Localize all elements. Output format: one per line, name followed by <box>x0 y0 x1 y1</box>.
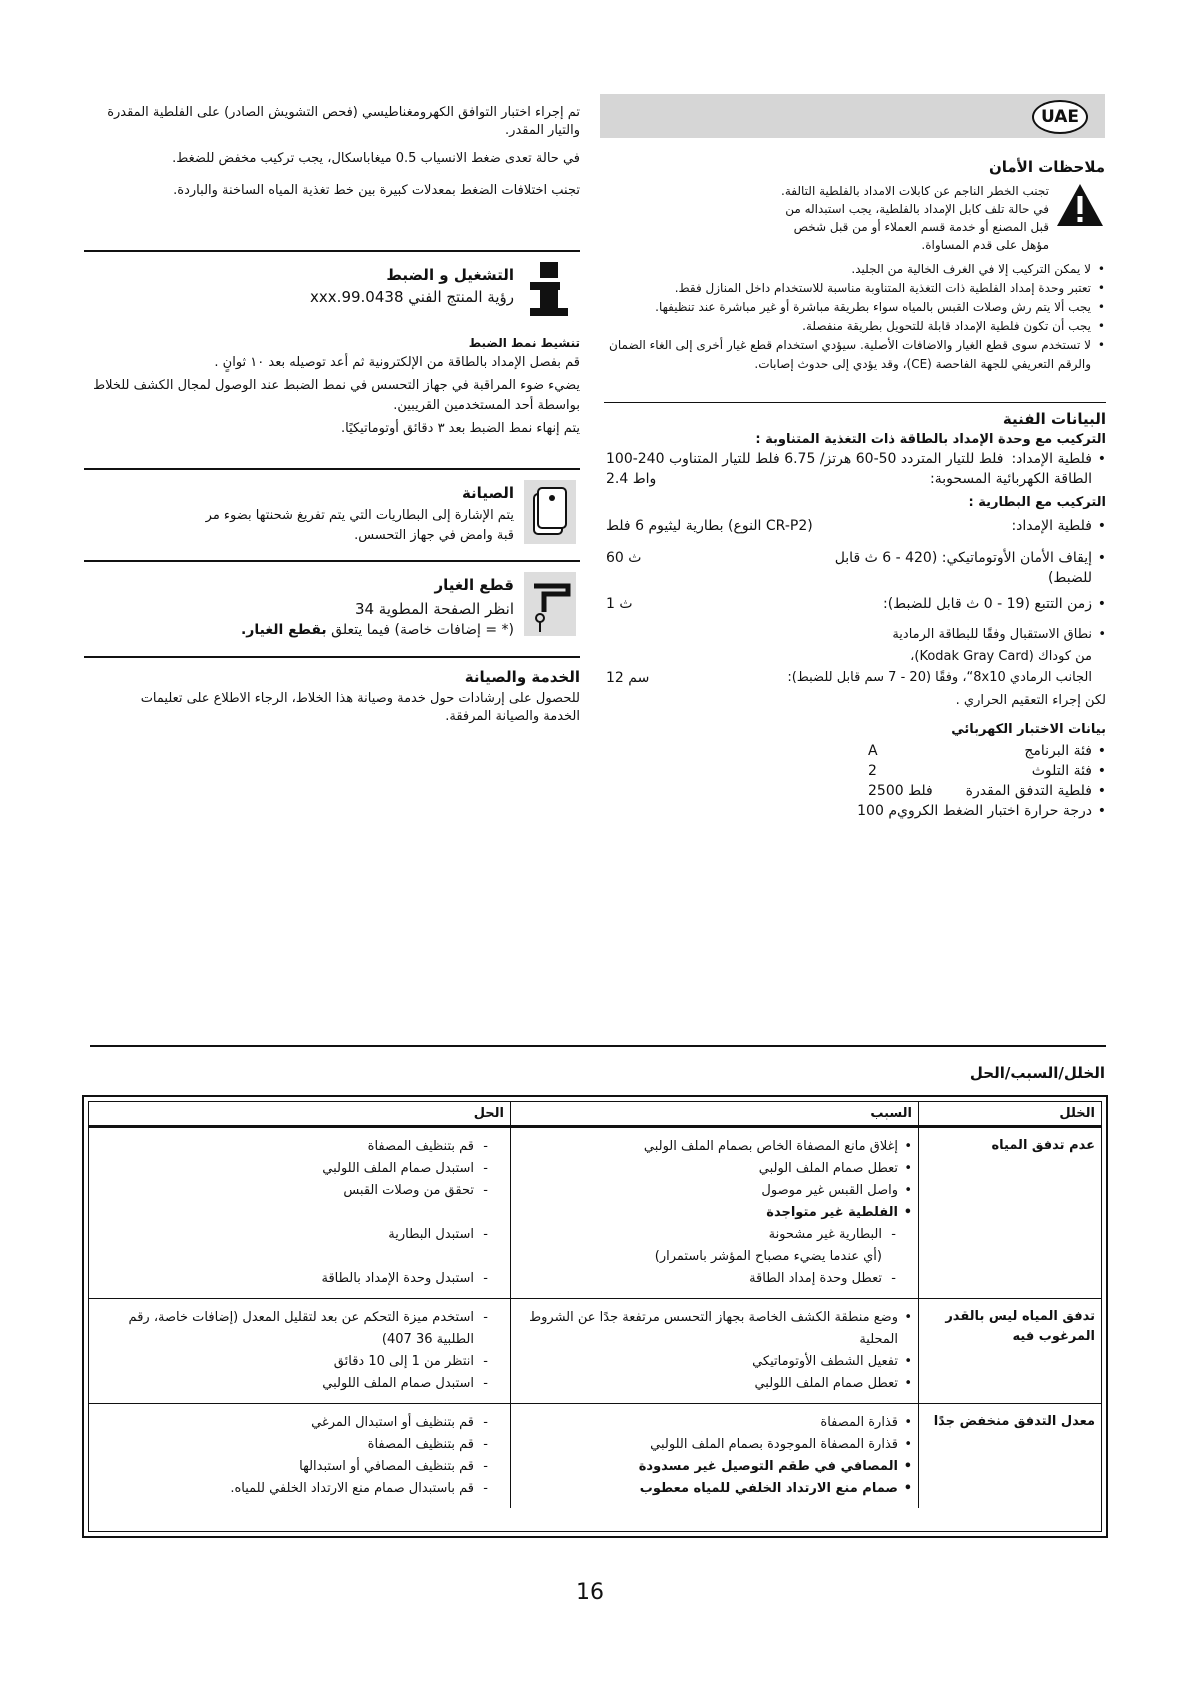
spare-line: (* = إضافات خاصة) فيما يتعلق <box>326 622 514 638</box>
page-number: 16 <box>576 1580 604 1605</box>
trouble-title: الخلل/السبب/الحل <box>969 1064 1105 1082</box>
fault-cell: عدم تدفق المياه <box>919 1127 1102 1299</box>
uae-badge: UAE <box>1032 100 1088 134</box>
cause-item: • الفلطية غير متواجدة <box>517 1202 912 1224</box>
spare-section <box>84 576 514 638</box>
safety-item: • تعتبر وحدة إمداد الفلطية ذات التغذية المتناوبة مناسبة للاستخدام داخل المنازل فقط. <box>600 279 1105 298</box>
cause-item: • تعطل صمام الملف اللولبي <box>517 1373 912 1395</box>
intro-paragraph: تم إجراء اختبار التوافق الكهرومغناطيسي (فحص التشويش الصادر) على الفلطية المقدرة والتيار المقدر. <box>107 105 580 138</box>
spare-title: قطع الغيار <box>434 576 514 594</box>
timing-value: 1 ث <box>606 596 633 612</box>
remedy-item: - استبدل صمام الملف اللولبي <box>95 1373 490 1395</box>
maintenance-line: يتم الإشارة إلى البطاريات التي يتم تفريغ شحنتها بضوء مر <box>205 508 514 523</box>
divider <box>90 1045 1106 1047</box>
adjust-subtitle: تنشيط نمط الضبط <box>468 336 580 350</box>
cause-item: • إغلاق مانع المصفاة الخاص بصمام الملف الولبي <box>517 1136 912 1158</box>
intro-block <box>84 104 580 200</box>
warning-line: تجنب الخطر الناجم عن كابلات الامداد بالفلطية التالفة. <box>781 184 1049 198</box>
remedy-item: - انتظر من 1 إلى 10 دقائق <box>95 1351 490 1373</box>
timing-row <box>606 594 1106 614</box>
intro-paragraph: تجنب اختلافات الضغط بمعدلات كبيرة بين خط تغذية المياه الساخنة والباردة. <box>173 183 580 198</box>
faucet-icon <box>524 572 576 636</box>
trouble-table-inner <box>88 1101 1102 1532</box>
service-title: الخدمة والصيانة <box>464 668 580 686</box>
table-row <box>89 1299 1101 1404</box>
cause-cell <box>511 1127 919 1299</box>
trouble-body <box>89 1127 1101 1509</box>
remedy-item: - استبدل البطارية <box>95 1224 490 1246</box>
remedy-item: - قم بتنظيف المصفاة <box>95 1136 490 1158</box>
remedy-item: - قم بتنظيف المصافي أو استبدالها <box>95 1456 490 1478</box>
service-line: للحصول على إرشادات حول خدمة وصيانة هذا الخلاط، الرجاء الاطلاع على تعليمات <box>140 691 580 706</box>
safety-section <box>600 158 1105 374</box>
adjust-line: يضيء ضوء المراقبة في جهاز التحسس في نمط الضبط عند الوصول لمجال الكشف للخلاط بواسطة أحد المستخدمين القريبين. <box>93 378 580 413</box>
intro-paragraph: في حالة تعدى ضغط الانسياب 0.5 ميغاباسكال، يجب تركيب مخفض للضغط. <box>172 151 580 166</box>
remedy-item: - قم باستبدال صمام منع الارتداد الخلفي للمياه. <box>95 1478 490 1500</box>
cause-cell <box>511 1404 919 1509</box>
remedy-item: - قم بتنظيف المصفاة <box>95 1434 490 1456</box>
battery-key: • فلطية الإمداد: <box>1011 518 1092 534</box>
table-row <box>89 1404 1101 1509</box>
test-key: • فلطية التدفق المقدرة <box>965 783 1092 799</box>
test-key: • فئة البرنامج <box>1024 743 1092 759</box>
test-key: • درجة حرارة اختبار الضغط الكروي <box>896 803 1092 819</box>
divider <box>84 250 580 252</box>
divider <box>604 402 1106 403</box>
mains-key: • فلطية الإمداد: <box>1011 451 1092 467</box>
divider <box>84 656 580 658</box>
range-note: لكن إجراء التعقيم الحراري . <box>955 693 1106 708</box>
trouble-table <box>82 1095 1108 1538</box>
cause-item: • قذارة المصفاة الموجودة بصمام الملف اللولبي <box>517 1434 912 1456</box>
adjust-ref: رؤية المنتج الفني 99.0438.xxx <box>310 288 514 306</box>
timing-key: • زمن التتبع (19 - 0 ث قابل للضبط): <box>883 596 1092 612</box>
table-header-row <box>89 1102 1101 1127</box>
adjust-body <box>84 334 580 438</box>
remedy-item: - تحقق من وصلات القبس <box>95 1180 490 1202</box>
battery-icon <box>524 480 576 544</box>
safety-title: ملاحظات الأمان <box>988 158 1105 176</box>
remedy-cell <box>89 1404 511 1509</box>
remedy-cell <box>89 1127 511 1299</box>
cause-item: • تعطل صمام الملف الولبي <box>517 1158 912 1180</box>
warning-line: قبل المصنع أو خدمة قسم العملاء أو من قبل شخص <box>793 220 1049 234</box>
service-line: الخدمة والصيانة المرفقة. <box>445 709 580 724</box>
cause-item: • وضع منطقة الكشف الخاصة بجهاز التحسس مرتفعة جدًا عن الشروط المحلية <box>517 1307 912 1351</box>
mains-title: التركيب مع وحدة الإمداد بالطاقة ذات التغذية المتناوبة : <box>755 432 1106 447</box>
safety-item: • لا يمكن التركيب إلا في الغرف الخالية من الجليد. <box>600 260 1105 279</box>
maintenance-section <box>84 484 514 546</box>
table-row <box>89 1127 1101 1299</box>
cause-item: • واصل القبس غير موصول <box>517 1180 912 1202</box>
test-value: A <box>868 743 878 759</box>
adjust-line: قم بفصل الإمداد بالطاقة من الإلكترونية ثم أعد توصيله بعد ١٠ ثوانٍ . <box>214 355 580 370</box>
warning-text <box>781 182 1049 254</box>
remedy-item: - استبدل وحدة الإمداد بالطاقة <box>95 1268 490 1290</box>
cause-item: (أي عندما يضيء مصباح المؤشر باستمرار) <box>654 1249 882 1264</box>
mains-value: 2.4 واط <box>606 471 657 487</box>
test-row <box>606 741 1106 761</box>
adjust-title: التشغيل و الضبط <box>386 266 514 284</box>
trouble-grid <box>89 1102 1101 1508</box>
info-icon <box>526 262 574 318</box>
cause-item: • تفعيل الشطف الأوتوماتيكي <box>517 1351 912 1373</box>
divider <box>84 560 580 562</box>
cause-item: - تعطل وحدة إمداد الطاقة <box>517 1268 898 1290</box>
header-cause: السبب <box>511 1102 919 1127</box>
timing-row <box>606 548 1106 588</box>
mains-key: الطاقة الكهربائية المسحوبة: <box>930 471 1092 487</box>
test-value: 2 <box>868 763 877 779</box>
timing-value: 60 ث <box>606 550 642 566</box>
timing-key: • إيقاف الأمان الأوتوماتيكي: (420 - 6 ث قابل للضبط) <box>834 550 1092 586</box>
range-line: الجانب الرمادي 8x10“، وفقًا (20 - 7 سم قابل للضبط): <box>787 670 1092 685</box>
adjust-line: يتم إنهاء نمط الضبط بعد ٣ دقائق أوتوماتيكيًا. <box>340 421 580 436</box>
header-fault: الخلل <box>919 1102 1102 1127</box>
test-value: 2500 فلط <box>868 783 933 799</box>
remedy-item: - استبدل صمام الملف اللولبي <box>95 1158 490 1180</box>
warning-triangle-icon <box>1049 182 1105 254</box>
adjust-section <box>84 266 514 306</box>
safety-item: • لا تستخدم سوى قطع الغيار والاضافات الأصلية. سيؤدي استخدام قطع غيار أخرى إلى الغاء الضمان والرقم التعريفي للجهة الفاحصة (CE)، وقد يؤدي إلى حدوث إصابات. <box>600 336 1105 374</box>
test-value: 100 م <box>857 803 897 819</box>
cause-item: • صمام منع الارتداد الخلفي للمياه معطوب <box>517 1478 912 1500</box>
safety-item: • يجب أن تكون فلطية الإمداد قابلة للتحويل بطريقة منفصلة. <box>600 317 1105 336</box>
spare-line: انظر الصفحة المطوية 34 <box>354 600 514 618</box>
remedy-item: - استخدم ميزة التحكم عن بعد لتقليل المعدل (إضافات خاصة، رقم الطلبية 36 407) <box>95 1307 490 1351</box>
spare-line-bold: بقطع الغيار. <box>240 622 327 638</box>
range-line: من كوداك (Kodak Gray Card)، <box>910 649 1092 664</box>
test-key: • فئة التلوث <box>1031 763 1092 779</box>
fault-cell: معدل التدفق منخفض جدًا <box>919 1404 1102 1509</box>
mains-row <box>606 469 1106 489</box>
cause-item: • قذارة المصفاة <box>517 1412 912 1434</box>
maintenance-line: قبة وامض في جهاز التحسس. <box>354 528 514 543</box>
cause-item: • المصافي في طقم التوصيل غير مسدودة <box>517 1456 912 1478</box>
mains-row <box>606 449 1106 469</box>
warning-line: في حالة تلف كابل الإمداد بالفلطية، يجب استبداله من <box>785 202 1049 216</box>
fault-cell: تدفق المياه ليس بالقدر المرغوب فيه <box>919 1299 1102 1404</box>
remedy-cell <box>89 1299 511 1404</box>
test-row <box>606 801 1106 821</box>
uae-banner <box>600 94 1105 138</box>
tech-section <box>606 410 1106 821</box>
battery-title: التركيب مع البطارية : <box>968 495 1106 510</box>
warning-line: مؤهل على قدم المساواة. <box>921 238 1049 252</box>
tech-title: البيانات الفنية <box>1002 410 1106 428</box>
service-section <box>84 668 580 726</box>
divider <box>84 468 580 470</box>
test-title: بيانات الاختبار الكهربائي <box>951 722 1106 737</box>
test-row <box>606 761 1106 781</box>
battery-row <box>606 516 1106 536</box>
range-value: 12 سم <box>606 670 650 686</box>
mains-value: 100-240 فلط للتيار المتردد 50-60 هرتز/ 6.75 فلط للتيار المتناوب <box>606 451 1004 467</box>
maintenance-title: الصيانة <box>461 484 514 502</box>
test-row <box>606 781 1106 801</box>
range-line: • نطاق الاستقبال وفقًا للبطاقة الرمادية <box>892 627 1092 642</box>
header-remedy: الحل <box>473 1106 504 1121</box>
cause-item: - البطارية غير مشحونة <box>517 1224 898 1246</box>
range-block <box>606 624 1106 688</box>
cause-cell <box>511 1299 919 1404</box>
safety-item: • يجب ألا يتم رش وصلات القبس بالمياه سواء بطريقة مباشرة أو غير مباشرة عند تنظيفها. <box>600 298 1105 317</box>
remedy-item: - قم بتنظيف أو استبدال المرغي <box>95 1412 490 1434</box>
battery-value: بطارية ليثيوم 6 فلط (النوع CR-P2) <box>606 518 813 534</box>
